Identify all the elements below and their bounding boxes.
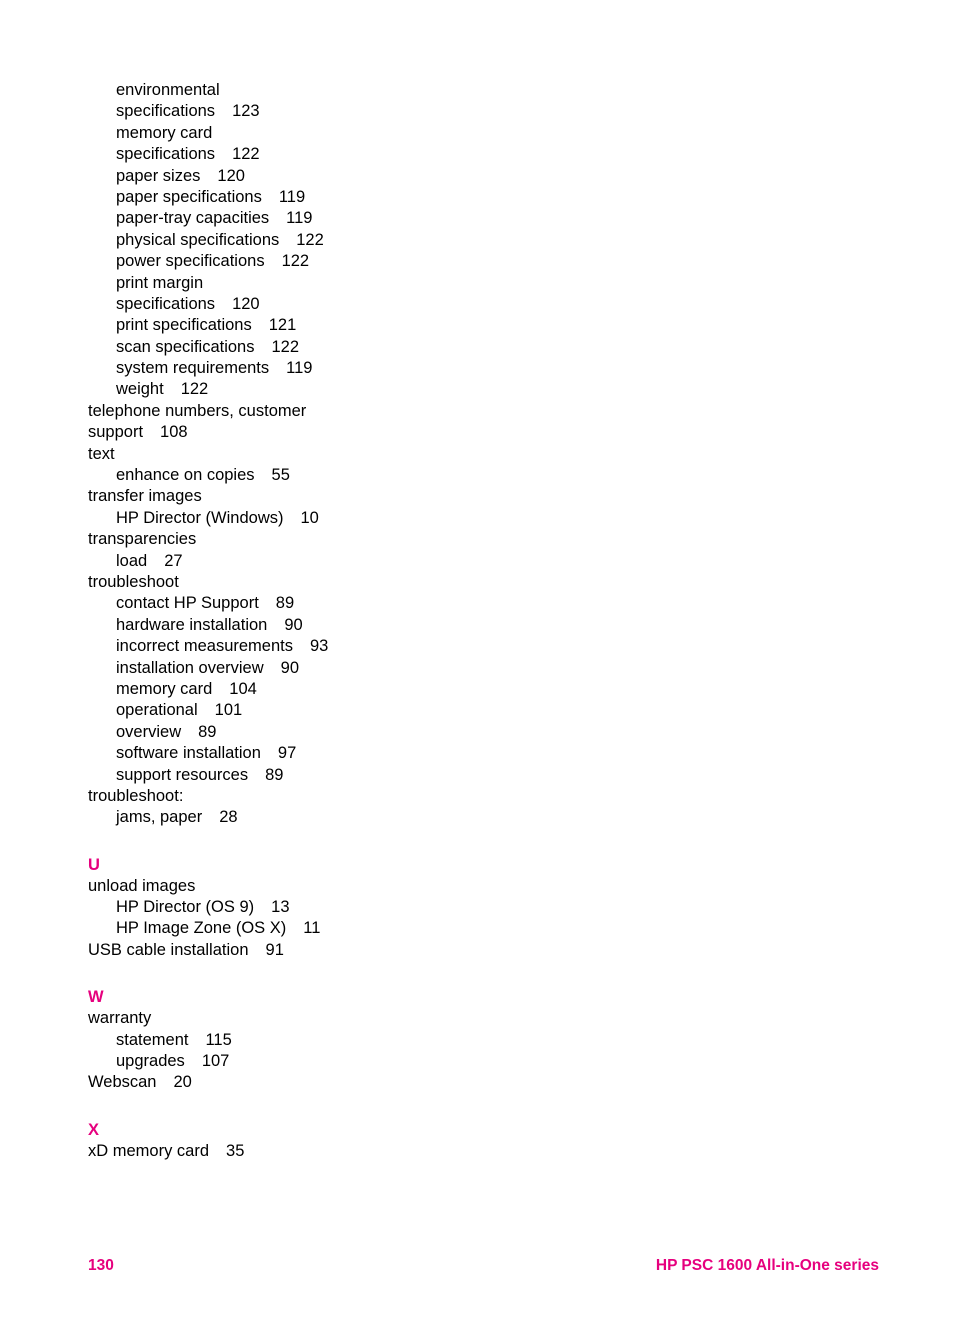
index-page-ref: 90 xyxy=(284,615,303,634)
footer-product-name: HP PSC 1600 All-in-One series xyxy=(655,1257,879,1274)
index-subentry xyxy=(88,123,508,144)
index-term: telephone numbers, customer xyxy=(88,401,307,420)
index-entry xyxy=(88,1141,508,1162)
index-page-ref: 123 xyxy=(232,102,260,121)
index-term: operational xyxy=(116,701,198,720)
index-term: specifications xyxy=(116,145,216,164)
index-term: HP Director (OS 9) xyxy=(116,898,255,917)
index-subentry xyxy=(88,230,508,251)
index-page-ref: 119 xyxy=(278,187,306,206)
index-term: specifications xyxy=(116,294,216,313)
index-term: installation overview xyxy=(116,658,264,677)
index-subentry xyxy=(88,208,508,229)
index-term: incorrect measurements xyxy=(116,637,293,656)
index-entry xyxy=(88,444,508,465)
index-term: transfer images xyxy=(88,487,202,506)
index-page-ref: 91 xyxy=(265,940,284,959)
index-term: upgrades xyxy=(116,1052,185,1071)
index-subentry xyxy=(88,166,508,187)
index-term: print specifications xyxy=(116,316,252,335)
index-term: HP Director (Windows) xyxy=(116,508,284,527)
index-page-ref: 104 xyxy=(229,679,257,698)
index-term: support resources xyxy=(116,765,249,784)
index-term: troubleshoot xyxy=(88,572,179,591)
index-term: jams, paper xyxy=(116,808,203,827)
section-gap xyxy=(88,829,508,851)
index-subentry xyxy=(88,679,508,700)
index-page-ref: 122 xyxy=(296,230,324,249)
index-term: transparencies xyxy=(88,530,197,549)
index-subentry xyxy=(88,1030,508,1051)
index-subentry xyxy=(88,465,508,486)
index-subentry xyxy=(88,615,508,636)
index-term: memory card xyxy=(116,123,213,142)
index-subentry xyxy=(88,294,508,315)
index-page-ref: 90 xyxy=(280,658,300,677)
index-term: power specifications xyxy=(116,252,265,271)
index-page-ref: 55 xyxy=(271,466,290,485)
index-term: system requirements xyxy=(116,359,270,378)
index-term: scan specifications xyxy=(116,337,255,356)
index-term: troubleshoot: xyxy=(88,786,184,805)
index-term: text xyxy=(88,444,115,463)
index-subentry xyxy=(88,551,508,572)
index-term: paper specifications xyxy=(116,187,262,206)
index-page-ref: 121 xyxy=(268,316,297,335)
index-term: specifications xyxy=(116,102,216,121)
index-page-ref: 107 xyxy=(201,1052,230,1071)
section-letter: U xyxy=(88,855,100,874)
index-page-ref: 108 xyxy=(160,423,188,442)
index-subentry xyxy=(88,187,508,208)
index-page-ref: 120 xyxy=(217,166,245,185)
index-subentry xyxy=(88,722,508,743)
index-subentry xyxy=(88,251,508,272)
index-page-ref: 11 xyxy=(303,919,321,938)
index-page-ref: 27 xyxy=(164,551,183,570)
index-subentry xyxy=(88,636,508,657)
index-term: enhance on copies xyxy=(116,466,255,485)
index-term: paper-tray capacities xyxy=(116,209,270,228)
index-subentry xyxy=(88,765,508,786)
index-term: HP Image Zone (OS X) xyxy=(116,919,287,938)
index-subentry xyxy=(88,379,508,400)
index-subentry xyxy=(88,918,508,939)
index-page-ref: 35 xyxy=(226,1141,245,1160)
index-page-ref: 115 xyxy=(205,1030,232,1049)
section-letter: X xyxy=(88,1120,100,1139)
index-subentry xyxy=(88,337,508,358)
index-term: overview xyxy=(116,722,182,741)
footer-page-number: 130 xyxy=(88,1257,114,1274)
index-page-ref: 89 xyxy=(265,765,284,784)
index-term: software installation xyxy=(116,744,261,763)
index-subentry xyxy=(88,144,508,165)
index-entry xyxy=(88,940,508,961)
section-letter: W xyxy=(88,988,104,1007)
index-page-ref: 89 xyxy=(198,722,217,741)
index-page-ref: 122 xyxy=(232,145,260,164)
index-subentry xyxy=(88,658,508,679)
index-term: environmental xyxy=(116,81,220,99)
index-term: unload images xyxy=(88,876,196,895)
index-entry xyxy=(88,1072,508,1093)
index-page-ref: 10 xyxy=(300,508,319,527)
index-page-ref: 101 xyxy=(214,701,243,720)
index-page-ref: 119 xyxy=(286,209,313,228)
index-page-ref: 28 xyxy=(219,808,238,827)
index-term: memory card xyxy=(116,679,213,698)
index-subentry xyxy=(88,807,508,828)
index-entry xyxy=(88,572,508,593)
index-subentry xyxy=(88,358,508,379)
index-page-ref: 119 xyxy=(286,359,313,378)
index-term: xD memory card xyxy=(88,1141,210,1160)
index-term: physical specifications xyxy=(116,230,280,249)
index-term: warranty xyxy=(88,1009,152,1028)
index-subentry xyxy=(88,273,508,294)
index-page-ref: 97 xyxy=(277,744,297,763)
index-entry xyxy=(88,529,508,550)
index-term: contact HP Support xyxy=(116,594,259,613)
index-subentry xyxy=(88,1051,508,1072)
index-page-ref: 122 xyxy=(180,380,209,399)
index-page-ref: 89 xyxy=(275,594,295,613)
index-page-ref: 93 xyxy=(309,637,329,656)
index-subentry xyxy=(88,743,508,764)
index-page-ref: 122 xyxy=(271,337,300,356)
index-term: USB cable installation xyxy=(88,940,249,959)
index-subentry xyxy=(88,315,508,336)
index-subentry xyxy=(88,508,508,529)
index-term: weight xyxy=(116,380,164,399)
index-term: paper sizes xyxy=(116,166,201,185)
index-term: hardware installation xyxy=(116,615,268,634)
index-term: statement xyxy=(116,1030,189,1049)
index-page-ref: 20 xyxy=(173,1073,192,1092)
index-entry xyxy=(88,786,508,807)
index-entry xyxy=(88,1008,508,1029)
index-term: load xyxy=(116,551,148,570)
index-entry xyxy=(88,876,508,897)
index-subentry xyxy=(88,80,508,101)
index-entry xyxy=(88,422,508,443)
index-entry xyxy=(88,401,508,422)
index-subentry xyxy=(88,101,508,122)
index-term: Webscan xyxy=(88,1073,157,1092)
index-subentry xyxy=(88,897,508,918)
index-subentry xyxy=(88,593,508,614)
index-term: print margin xyxy=(116,273,204,292)
index-page-ref: 120 xyxy=(232,294,260,313)
section-gap xyxy=(88,961,508,983)
index-page-ref: 122 xyxy=(281,252,310,271)
index-column xyxy=(88,80,508,1162)
index-subentry xyxy=(88,700,508,721)
section-gap xyxy=(88,1094,508,1116)
index-term: support xyxy=(88,423,144,442)
index-page-ref: 13 xyxy=(271,898,290,917)
index-entry xyxy=(88,486,508,507)
